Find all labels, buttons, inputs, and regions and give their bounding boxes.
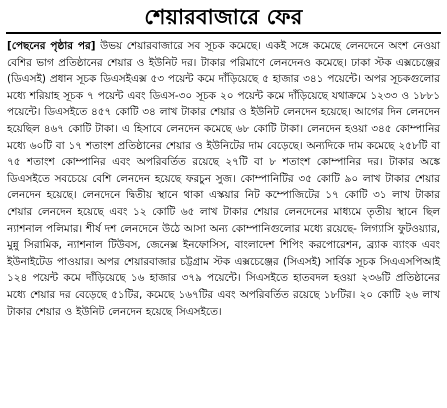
headline-divider	[6, 32, 441, 34]
article-body-paragraph	[7, 38, 440, 320]
article-body-text: উভয় শেয়ারবাজারে সব সূচক কমেছে। একই সঙ্গে কমেছে লেনদেনে অংশ নেওয়া বেশির ভাগ প্রতিষ্ঠানের শেয়ার ও ইউনিট দর। টাকার পরিমাণে লেনদেনও কমেছে। ঢাকা স্টক এক্সচেঞ্জের (ডিএসই) প্রধান সূচক ডিএসইএক্স ৫৩ পয়েন্ট কমে দাঁড়িয়েছে ৫ হাজার ৩৪১ পয়েন্টে। অপর সূচকগুলোর মধ্যে শরিয়াহ সূচক ৭ পয়েন্ট এবং ডিএস-৩০ সূচক ২০ পয়েন্ট কমে দাঁড়িয়েছে যথাক্রমে ১২৩৩ ও ১৮৮১ পয়েন্টে। ডিএসইতে ৪৫৭ কোটি ৩৪ লাখ টাকার শেয়ার ও ইউনিট লেনদেন হয়েছে। আগের দিন লেনদেন হয়েছিল ৪৬৭ কোটি টাকা। এ হিসাবে লেনদেন কমেছে ৬৮ কোটি টাকা। লেনদেন হওয়া ৩৪৫ কোম্পানির মধ্যে ৬০টি বা ১৭ শতাংশ প্রতিষ্ঠানের শেয়ার ও ইউনিটের দাম বেড়েছে। অন্যদিকে দাম কমেছে ২৫৮টি বা ৭৫ শতাংশ কোম্পানির এবং অপরিবর্তিত রয়েছে ২৭টি বা ৮ শতাংশ কোম্পানির দর। টাকার অঙ্কে ডিএসইতে সবচেয়ে বেশি লেনদেন হয়েছে ফরচুন সুজ। কোম্পানিটির ৩৫ কোটি ৯০ লাখ টাকার শেয়ার লেনদেন হয়েছে। লেনদেনে দ্বিতীয় স্থানে থাকা এস্কয়ার নিট কম্পোজিটের ১৭ কোটি ৩১ লাখ টাকার শেয়ার লেনদেন হয়েছে এবং ১২ কোটি ৬৫ লাখ টাকার শেয়ার লেনদেনের মাধ্যমে তৃতীয় স্থানে ছিল ন্যাশনাল পলিমার। শীর্ষ দশ লেনদেনে উঠে আসা অন্য কোম্পানিগুলোর মধ্যে রয়েছে- লিগ্যাসি ফুটওয়্যার, মুন্নু সিরামিক, ন্যাশনাল টিউবস, জেনেক্স ইনফোসিস, বাংলাদেশ শিপিং করপোরেশন, ব্র্যাক ব্যাংক এবং ইউনাইটেড পাওয়ার। অপর শেয়ারবাজার চট্টগ্রাম স্টক এক্সচেঞ্জের (সিএসই) সার্বিক সূচক সিএএসপিআই ১২৪ পয়েন্ট কমে দাঁড়িয়েছে ১৬ হাজার ৩৭৯ পয়েন্টে। সিএসইতে হাতবদল হওয়া ২৩৬টি প্রতিষ্ঠানের মধ্যে শেয়ার দর বেড়েছে ৫১টির, কমেছে ১৬৭টির এবং অপরিবর্তিত রয়েছে ১৮টির। ২০ কোটি ২৬ লাখ টাকার শেয়ার ও ইউনিট লেনদেন হয়েছে সিএসইতে।	[7, 40, 440, 318]
headline: শেয়ারবাজারে ফের	[144, 5, 303, 29]
continuation-label: [পেছনের পৃষ্ঠার পর]	[7, 40, 96, 52]
